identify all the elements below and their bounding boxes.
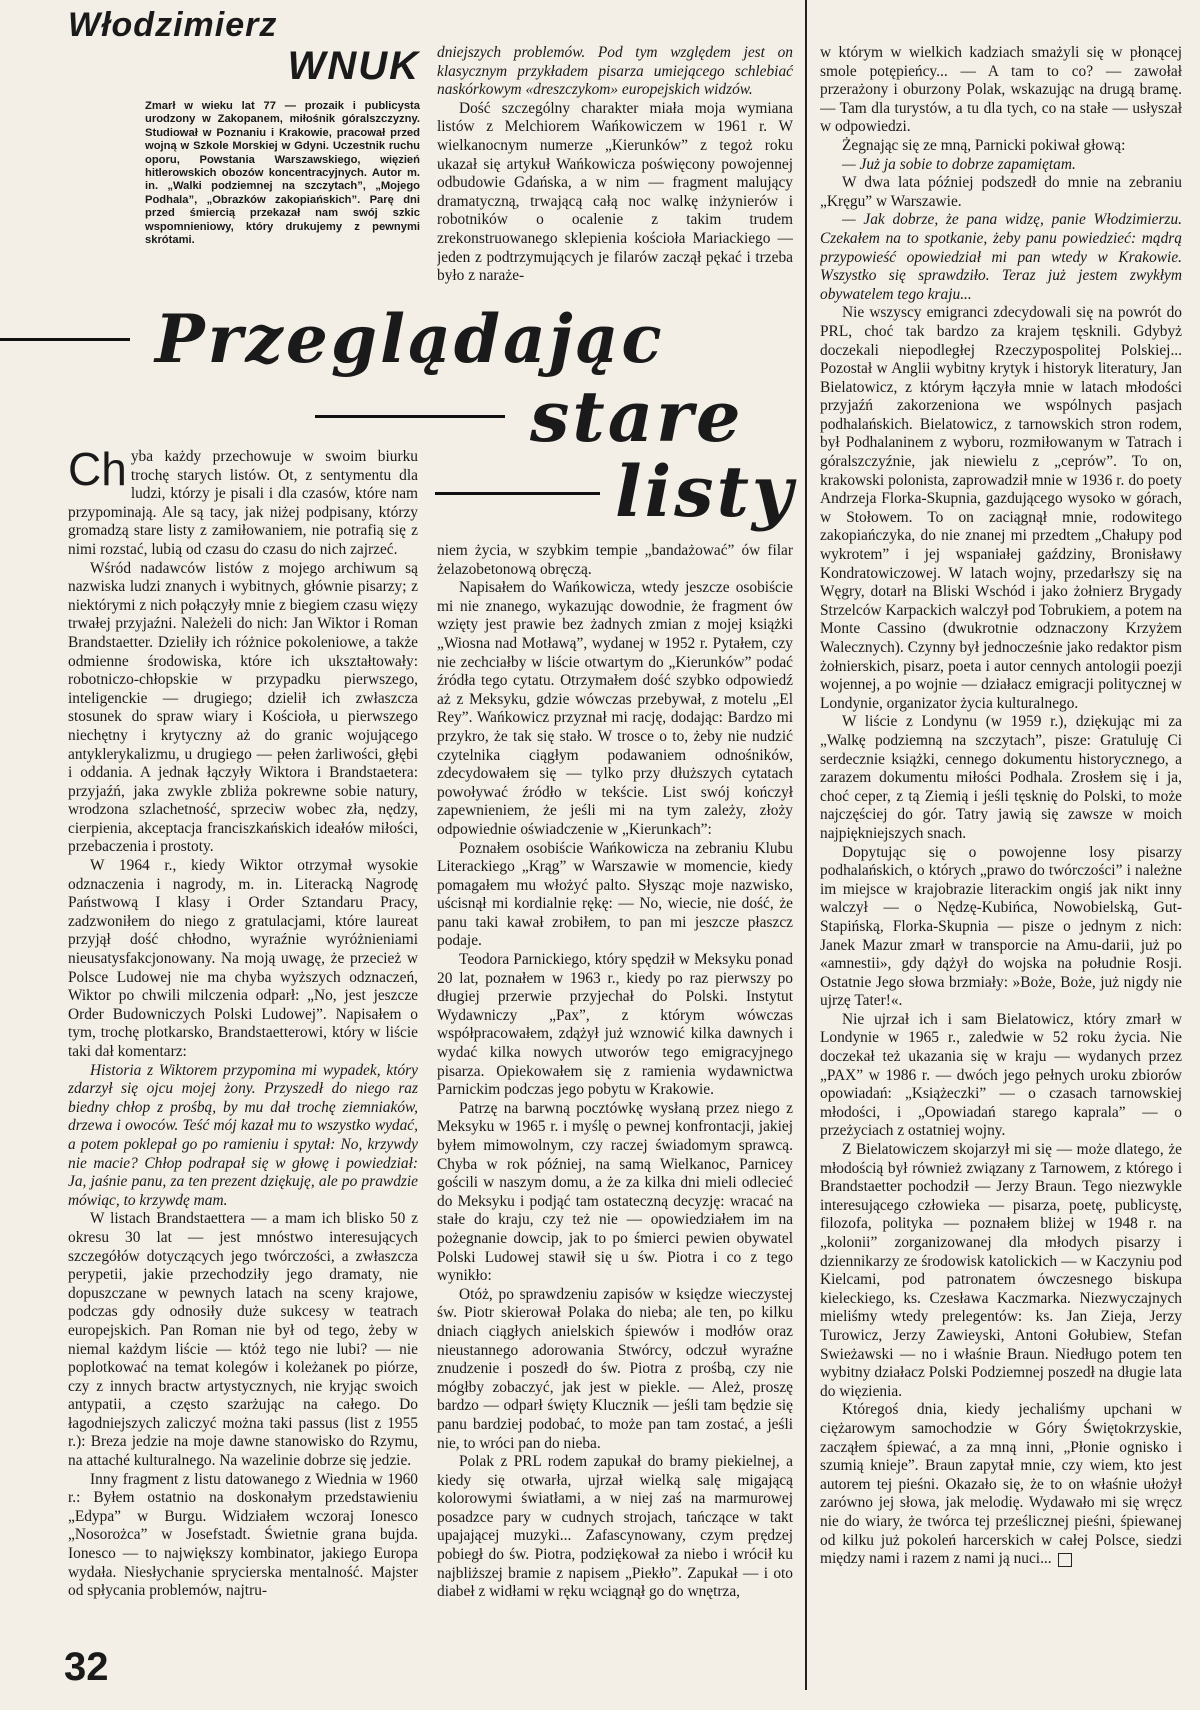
author-last-name: WNUK [287,44,420,88]
paragraph [820,174,1182,211]
paragraph-text: Napisałem do Wańkowicza, wtedy jeszcze osobiście mi nie znanego, wykazując dowodnie, że fragment ów wzięty jest prawie bez żadnych zmian z mojej książki „Wiosna nad Motławą”, wydanej w 1952 r. Pytałem, czy nie zechciałby w liście otwartym do „Kierunków” podać źródła tego cytatu. Otrzymałem dość szybko odpowiedź aż z Meksyku, gdzie wówczas przebywał, z motelu „El Rey”. Wańkowicz przyznał mi rację, dodając: Bardzo mi przykro, że tak się stało. W trosce o to, żeby nie nudzić czytelnika ciągłym podawaniem odnośników, zdecydowałem się — tylko przy dłuższych cytatach powoływać źródło w tekście. List swój kończył zapewnieniem, że jeśli mi na tym zależy, złoży odpowiednie oświadczenie w „Kierunkach”: [437,579,793,838]
author-bio: Zmarł w wieku lat 77 — prozaik i publicysta urodzony w Zakopanem, miłośnik góralszczyzny. Studiował w Poznaniu i Krakowie, pracował przed wojną w Szkole Morskiej w Gdyni. Uczestnik ruchu oporu, Powstania Warszawskiego, więzień hitlerowskich obozów koncentracyjnych. Autor m. in. „Walki podziemnej na szczytach”, „Mojego Podhala”, „Obrazków zakopiańskich”. Parę dni przed śmiercią przekazał nam swój szkic wspomnieniowy, który drukujemy z pewnymi skrótami. [145,100,420,247]
paragraph-text: Dopytując się o powojenne losy pisarzy podhalańskich, o których „prawo do twórczości” i należne im miejsce w krajobrazie literackim ongiś jak nikt inny walczył — o Nędzę-Kubińca, Nowobielską, Gut-Stapińską, Florka-Skupnia — pisze o jednym z nich: Janek Mazur zmarł w transporcie na Amu-darii, już po «amnestii», gdy dążył do wojska na południe Rosji. Ostatnie Jego słowa brzmiały: »Boże, Boże, już nigdy nie ujrzę Tater!«. [820,843,1182,1010]
article-title-line-1: Przeglądając [155,300,665,378]
text-column-2-top [437,44,793,292]
paragraph [820,1141,1182,1401]
paragraph-text: W listach Brandstaettera — a mam ich blisko 50 z okresu 30 lat — jest mnóstwo interesujących szczegółów dotyczących jego twórczości, a zwłaszcza perypetii, jakie przechodziły jego dramaty, nie dopuszczane w pewnych latach na sceny krajowe, podczas gdy odnosiły duże sukcesy w teatrach europejskich. Pan Roman nie był od tego, żeby w niemal każdym liście — któż tego nie lubi? — nie poplotkować na temat kolegów i koleżanek po piórze, czy z innych bractw artystycznych, nie kryjąc swoich antypatii, a często szarżując na całego. Do łagodniejszych zaliczyć można taki passus (list z 1955 r.): Breza jedzie na moje dawne stanowisko do Rzymu, na attaché kulturalnego. Na wazelinie dobrze się jedzie. [68,1210,418,1470]
text-column-2-bottom [437,542,793,1692]
title-rule-1 [0,338,130,341]
paragraph [68,1062,418,1211]
paragraph [820,304,1182,713]
drop-cap: Ch [68,448,127,495]
paragraph [820,211,1182,304]
paragraph-text: Historia z Wiktorem przypomina mi wypadek, który zdarzył się ojcu mojej żony. Przyszedł do niego raz biedny chłop z prośbą, by mu dał trochę ziemniaków, drzewa i owoców. Teść mój kazał mu to wszystko wydać, a potem poklepał go po ramieniu i spytał: No, krzywdy nie macie? Chłop podrapał się w głowę i powiedział: Ja, jaśnie panu, za ten prezent dziękuję, ale po prawdzie mówiąc, to krzywdę mam. [68,1061,418,1209]
end-of-article-square-icon [1058,1553,1072,1567]
paragraph-text: Teodora Parnickiego, który spędził w Meksyku ponad 20 lat, poznałem w 1963 r., kiedy po raz pierwszy po długiej przerwie przyjechał do Polski. Instytut Wydawniczy „Pax”, z którym wówczas współpracowałem, zdążył już wznowić kilka dawnych i wydać kilka nowych utworów tego emigracyjnego pisarza. Opiekowałem się z ramienia wydawnictwa Parnickim podczas jego pobytu w Krakowie. [437,951,793,1099]
text-column-3 [820,44,1182,1694]
paragraph-text: Któregoś dnia, kiedy jechaliśmy upchani w ciężarowym samochodzie w Góry Świętokrzyskie, zacząłem śpiewać, a za mną inni, „Płonie ognisko i szumią knieje”. Braun zapytał mnie, czy wiem, kto jest autorem tej pieśni. Okazało się, że to on właśnie ułożył zarówno jej słowa, jak melodię. Wydawało mi się wręcz nie do wiary, że twórca tej prześlicznej pieśni, śpiewanej od kilku już pokoleń harcerskich w całej Polsce, siedzi między nami i razem z nami ją nuci... [820,1401,1182,1568]
article-title-line-2: stare [530,375,744,458]
paragraph-text: — Już ja sobie to dobrze zapamiętam. [842,155,1076,173]
paragraph [437,44,793,100]
paragraph [437,1453,793,1602]
paragraph-text: — Jak dobrze, że pana widzę, panie Włodzimierzu. Czekałem na to spotkanie, żeby panu powiedzieć: mądrą przypowieść opowiedział mi pan wtedy w Krakowie. Wszystko się sprawdziło. Teraz już jestem zwykłym obywatelem tego kraju... [820,211,1182,303]
paragraph [68,1471,418,1601]
text-column-1 [68,448,418,1638]
title-rule-3 [435,492,600,495]
paragraph [68,1210,418,1470]
paragraph-text: Żegnając się ze mną, Parnicki pokiwał głową: [842,136,1126,154]
paragraph-text: Z Bielatowiczem skojarzył mi się — może dlatego, że młodością był również związany z Tarnowem, z którego i Brandstaetter pochodził — Jerzy Braun. Tego niezwykle interesującego człowieka — pisarza, poetę, publicystę, filozofa, polityka — poznałem bliżej w 1948 r. na „kolonii” zorganizowanej dla młodych pisarzy i dziennikarzy ze środowisk katolickich — w Kaczyniu pod Kielcami, pod patronatem ówczesnego biskupa kieleckiego, ks. Czesława Kaczmarka. Niezwyczajnych mieliśmy wtedy prelegentów: ks. Jan Zieja, Jerzy Turowicz, Jerzy Zawieyski, Antoni Gołubiew, Stefan Swieżawski — no i właśnie Braun. Niedługo potem ten wybitny działacz Polski Podziemnej poszedł na długie lata do więzienia. [820,1141,1182,1400]
paragraph-text: Nie ujrzał ich i sam Bielatowicz, który zmarł w Londynie w 1965 r., zaledwie w 52 roku życia. Nie doczekał też ukazania się w kraju — wydanych przez „PAX” w 1986 r. — dwóch jego pełnych uroku zbiorów opowiadań: „Książeczki” — o czasach tarnowskiej młodości, i „Opowiadań starego kaprala” — o przeżyciach z ostatniej wojny. [820,1010,1182,1140]
paragraph [437,1286,793,1453]
paragraph [437,840,793,952]
paragraph [437,542,793,579]
paragraph-text: w którym w wielkich kadziach smażyli się w płonącej smole potępieńcy... — A tam to co? — zawołał przerażony i oburzony Polak, wskazując na drugą bramę. — Tam dla turystów, a tu dla tych, co na stałe — usłyszał w odpowiedzi. [820,44,1182,136]
paragraph-text: W 1964 r., kiedy Wiktor otrzymał wysokie odznaczenia i nagrody, m. in. Literacką Nagrodę Państwową I klasy i Order Sztandaru Pracy, zadzwoniłem do niego z gratulacjami, które laureat przyjął dość chłodno, wyraźnie wyróżnieniami nieusatysfakcjonowany. Na moją uwagę, że przecież w Polsce Ludowej nie ma chyba wyższych odznaczeń, Wiktor po chwili milczenia odparł: „No, jest jeszcze Order Budowniczych Polski Ludowej”. Napisałem o tym, trochę plotkarsko, Brandstaetterowi, który w liście taki dał komentarz: [68,857,418,1060]
paragraph-text: Otóż, po sprawdzeniu zapisów w księdze wieczystej św. Piotr skierował Polaka do nieba; ale ten, po kilku dniach ciągłych anielskich śpiewów i modłów oraz nieustannego adorowania Stwórcy, odczuł wyraźne znudzenie i poszedł do św. Piotra z prośbą, czy nie mógłby zobaczyć, jak jest w piekle. — Ależ, proszę bardzo — odparł święty Klucznik — jeśli tam będzie się panu bardziej podobać, to może pan tam zostać, a jeśli nie, to wróci pan do nieba. [437,1285,793,1452]
paragraph [820,137,1182,156]
paragraph [68,560,418,858]
paragraph-text: W dwa lata później podszedł do mnie na zebraniu „Kręgu” w Warszawie. [820,174,1182,210]
paragraph [68,857,418,1062]
paragraph-text: dniejszych problemów. Pod tym względem jest on klasycznym przykładem pisarza umiejącego schlebiać naskórkowym «dreszczykom» europejskich widzów. [437,44,793,99]
paragraph [437,951,793,1100]
page-number: 32 [64,1645,109,1689]
paragraph [437,579,793,839]
paragraph [820,1011,1182,1141]
article-title-line-3: listy [615,450,796,533]
paragraph [820,156,1182,175]
paragraph [820,713,1182,843]
paragraph [437,1100,793,1286]
paragraph-text: Nie wszyscy emigranci zdecydowali się na powrót do PRL, choć tak bardzo za krajem tęsknili. Gdybyż doczekali niepodległej Rzeczypospolitej Polskiej... Pozostał w Anglii wybitny krytyk i historyk literatury, Jan Bielatowicz, z którym łączyła mnie w latach młodości przyjaźń zakorzeniona we wspólnych pasjach podhalańskich. Bielatowicz, z tarnowskich stron rodem, był Podhalaninem z wyboru, rozmiłowanym w Tatrach i góralszczyźnie, jak niewielu z „ceprów”. To on, krakowski polonista, zaprowadził mnie w 1936 r. do poety Andrzeja Florka-Skupnia, gazdującego wysoko w górach, w Stołowem. To on zaciągnął mnie, rodowitego zakopiańczyka, do nie znanej mi przedtem „Chałupy pod wykrotem” i jej wspaniałej gaździny, Bronisławy Kondratowiczowej. W latach wojny, przedarłszy się na Węgry, dotarł na Bliski Wschód i jako żołnierz Brygady Strzelców Karpackich walczył pod Tobrukiem, a potem na Monte Cassino (dwukrotnie odznaczony Krzyżem Walecznych). Czynny był jednocześnie jako redaktor pism żołnierskich, pisarz, poeta i autor cennych antologii poezji wojennej, a po wojnie — działacz emigracji politycznej w Londynie, organizator życia kulturalnego. [820,304,1182,712]
paragraph-text: yba każdy przechowuje w swoim biurku trochę starych listów. Ot, z sentymentu dla ludzi, którzy je pisali i dla czasów, które nam przypominają. Ale są tacy, jak niżej podpisany, którzy gromadzą stare listy z zamiłowaniem, nie potrafią się z nimi rozstać, lubią od czasu do czasu do nich zajrzeć. [68,448,418,558]
paragraph-text: W liście z Londynu (w 1959 r.), dziękując mi za „Walkę podziemną na szczytach”, pisze: Gratuluję Ci serdecznie książki, cennego dokumentu historycznego, a zarazem dokumentu miłości Podhala. Zrosłem się i ja, choć ceper, z tą Ziemią i jeśli tęsknię do Polski, to może najczęściej do gór. Tatry jawią się zawsze w moich najpiękniejszych snach. [820,713,1182,842]
paragraph-text: Polak z PRL rodem zapukał do bramy piekielnej, a kiedy się otwarła, ujrzał wielką salę migającą kolorowymi światłami, a w niej zaś na marmurowej posadzce pary w cudnych strojach, tańczące w takt upajającej muzyki... Zafascynowany, czym prędzej pobiegł do św. Piotra, podziękował za niebo i wrócił ku najbliższej bramie z napisem „Piekło”. Zapukał — i oto diabeł z widłami w ręku wciągnął go do wnętrza, [437,1453,793,1601]
paragraph-text: niem życia, w szybkim tempie „bandażować” ów filar żelazobetonową obręczą. [437,542,793,578]
paragraph [820,844,1182,1011]
paragraph-text: Inny fragment z listu datowanego z Wiednia w 1960 r.: Byłem ostatnio na doskonałym przedstawieniu „Edypa” w Burgu. Widziałem wczoraj Ionesco „Nosorożca” w Josefstadt. Świetnie grana bujda. Ionesco — to największy kombinator, jakiego Europa wydała. Niesłychanie sprycierska mentalność. Majster od spłycania problemów, najtru- [68,1470,418,1600]
paragraph [68,448,418,560]
paragraph-text: Dość szczególny charakter miała moja wymiana listów z Melchiorem Wańkowiczem w 1961 r. W wielkanocnym numerze „Kierunków” z tegoż roku ukazał się artykuł Wańkowicza poświęcony powojennej odbudowie Gdańska, a w nim — fragment malujący dramatyczną, trwającą całą noc walkę inżynierów i robotników o ocalenie z takim trudem zrekonstruowanego sklepienia kościoła Mariackiego — jeden z podtrzymujących je filarów zaczął pękać i trzeba było z naraże- [437,99,793,285]
paragraph-text: Poznałem osobiście Wańkowicza na zebraniu Klubu Literackiego „Krąg” w Warszawie w momencie, kiedy pomagałem mu włożyć palto. Słysząc moje nazwisko, uścisnął mi kordialnie rękę: — No, wiecie, nie dość, że panu taki kawał zrobiłem, to pan mi jeszcze płaszcz podaje. [437,839,793,950]
author-first-name: Włodzimierz [68,6,278,44]
paragraph [437,100,793,286]
column-divider [805,0,807,1690]
title-rule-2 [315,415,505,418]
paragraph-text: Patrzę na barwną pocztówkę wysłaną przez niego z Meksyku w 1965 r. i myślę o pewnej konfrontacji, jakiej byłem mimowolnym, czy raczej świadomym sprawcą. Chyba w rok później, na samą Wielkanoc, Parnicey gościli w naszym domu, a że za kilka dni mieli odlecieć do Meksyku i podjąć tam ostateczną decyzję: wracać na stałe do kraju, czy też nie — opowiedziałem im na pożegnanie dowcip, jak to po śmierci pewien obywatel Polski Ludowej stawił się u św. Piotra i co z tego wynikło: [437,1099,793,1285]
paragraph [820,1401,1182,1568]
paragraph [820,44,1182,137]
paragraph-text: Wśród nadawców listów z mojego archiwum są nazwiska ludzi znanych i wybitnych, głównie pisarzy; z niektórymi z nich połączyły mnie z biegiem czasu więzy trwałej przyjaźni. Należeli do nich: Jan Wiktor i Roman Brandstaetter. Dzieliły ich różnice pokoleniowe, a także odmienne środowiska, które ich ukształtowały: robotniczo-chłopskie w przypadku pierwszego, inteligenckie — drugiego; dzielił ich zwłaszcza stosunek do spraw wiary i Kościoła, u pierwszego niechętny i krytyczny aż do granic wojującego antyklerykalizmu, u drugiego — pełen żarliwości, głębi i oddania. A jednak łączyły Wiktora i Brandstaetera: przyjaźń, jaka zwykle zbliża pokrewne sobie natury, wrodzona szlachetność, sprzeciw wobec zła, nędzy, cierpienia, akceptacja franciszkańskich ideałów miłości, przebaczenia i prostoty. [68,559,418,856]
